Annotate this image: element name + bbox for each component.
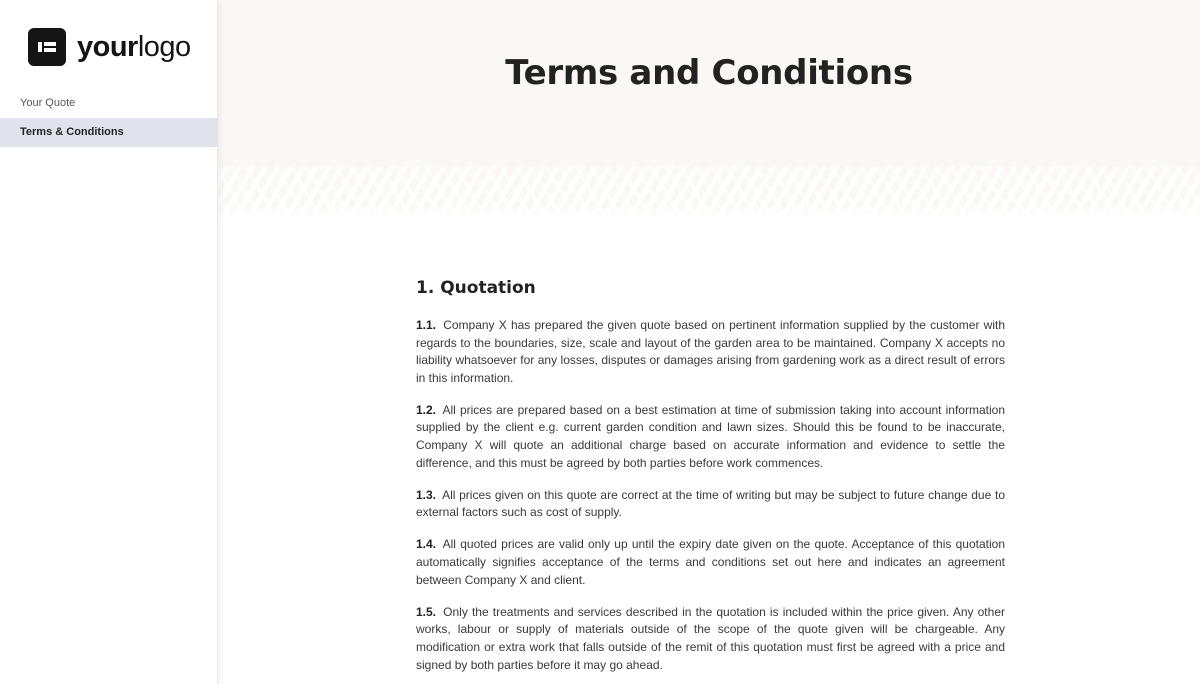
document-body xyxy=(416,277,1005,684)
clause xyxy=(416,536,1005,589)
clause-number: 1.3. xyxy=(416,487,437,502)
clause-number: 1.2. xyxy=(416,402,437,417)
logo-text-regular: logo xyxy=(137,30,191,63)
sidebar-item-terms-conditions[interactable]: Terms & Conditions xyxy=(0,118,218,147)
clause-text: All prices given on this quote are correct at the time of writing but may be subject to future change due to external factors such as cost of supply. xyxy=(416,487,1005,520)
clause-number: 1.4. xyxy=(416,537,437,552)
main-content xyxy=(218,0,1200,684)
logo[interactable] xyxy=(28,28,191,66)
clause-number: 1.5. xyxy=(416,604,437,619)
clause-text: Only the treatments and services described in the quotation is included within the price given. Any other works, labour or supply of materials outside of the scope of the quote given will be chargeable. Any modification or extra work that falls outside of the remit of this quotation must first be agreed with a price and signed by both parties before it may go ahead. xyxy=(416,604,1005,672)
header-banner xyxy=(218,0,1200,218)
clause xyxy=(416,604,1005,674)
clause xyxy=(416,487,1005,522)
clause-text: All prices are prepared based on a best estimation at time of submission taking into account information supplied by the client e.g. current garden condition and lawn sizes. Should this be found to be inaccurate, Company X will quote an additional charge based on accurate information and evidence to settle the difference, and this must be agreed by both parties before work commences. xyxy=(416,402,1005,470)
clause-number: 1.1. xyxy=(416,318,437,332)
logo-text xyxy=(77,30,191,63)
clause xyxy=(416,317,1005,387)
logo-mark-icon xyxy=(28,28,66,66)
clause-text: All quoted prices are valid only up until the expiry date given on the quote. Acceptance of this quotation automatically signifies acceptance of the terms and conditions set out here and indicates an agreement between Company X and client. xyxy=(416,537,1005,587)
section-heading: 1. Quotation xyxy=(416,278,536,298)
page-title: Terms and Conditions xyxy=(505,53,913,93)
logo-text-bold: your xyxy=(77,30,138,63)
banner-fade xyxy=(218,205,1200,218)
clause xyxy=(416,402,1005,472)
sidebar-item-your-quote[interactable]: Your Quote xyxy=(20,97,76,109)
clause-text: Company X has prepared the given quote based on pertinent information supplied by the customer with regards to the boundaries, size, scale and layout of the garden area to be maintained. Company X accepts no liability whatsoever for any losses, disputes or damages arising from gardening work as a direct result of errors in this information. xyxy=(416,318,1005,385)
sidebar-nav xyxy=(0,89,218,147)
sidebar xyxy=(0,0,218,684)
